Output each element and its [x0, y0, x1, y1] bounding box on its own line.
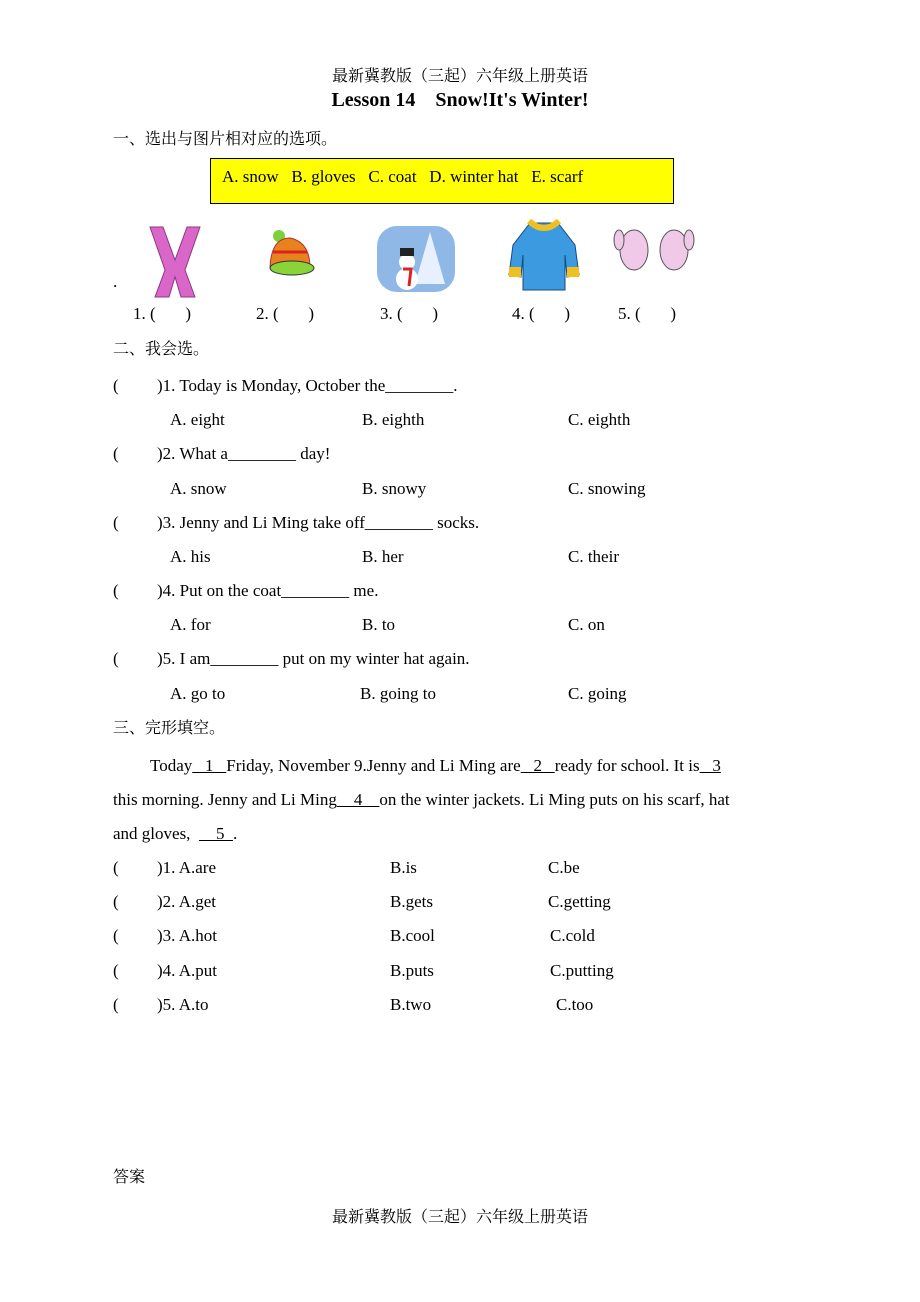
- answer-paren[interactable]: (: [113, 513, 119, 532]
- page-header: 最新冀教版（三起）六年级上册英语: [331, 66, 588, 85]
- option-a: )5. A.to: [157, 995, 209, 1014]
- question-text: )4. Put on the coat________ me.: [157, 581, 379, 600]
- section-3-heading: 三、完形填空。: [113, 718, 226, 737]
- option-b: B.puts: [390, 961, 434, 980]
- answer-paren[interactable]: (: [113, 858, 119, 877]
- option-c: C.too: [556, 995, 594, 1014]
- option-c: C.be: [548, 858, 580, 877]
- page-title: Lesson 14 Snow!It's Winter!: [331, 89, 589, 111]
- text: and gloves,: [113, 824, 199, 843]
- answer-paren[interactable]: (: [113, 926, 119, 945]
- option-a: A. go to: [170, 684, 226, 703]
- option-b: B. eighth: [362, 410, 425, 429]
- option-b: B.is: [390, 858, 417, 877]
- cloze-line-3: [113, 824, 237, 844]
- option-c: C.putting: [550, 961, 614, 980]
- option-a: )4. A.put: [157, 961, 217, 980]
- text: ready for school. It is: [554, 756, 700, 775]
- question-text: )3. Jenny and Li Ming take off________ socks.: [157, 513, 480, 532]
- blank-4: 4: [336, 790, 380, 809]
- coat-image: [505, 215, 583, 293]
- option-c: C. their: [568, 547, 619, 566]
- section-1-heading: 一、选出与图片相对应的选项。: [113, 129, 338, 148]
- option-b: B. going to: [360, 684, 437, 703]
- answer-paren[interactable]: (: [113, 995, 119, 1014]
- option-c: C.getting: [548, 892, 611, 911]
- answer-paren[interactable]: (: [113, 649, 119, 668]
- answer-paren[interactable]: (: [113, 892, 119, 911]
- blank-2: 2: [520, 756, 555, 775]
- cloze-line-2: [113, 790, 730, 810]
- option-a: A. snow: [170, 479, 227, 498]
- blank-3: 3: [699, 756, 721, 775]
- options-text: A. snow B. gloves C. coat D. winter hat E. scarf: [222, 167, 584, 186]
- text: this morning. Jenny and Li Ming: [113, 790, 337, 809]
- text: Friday, November 9.Jenny and Li Ming are: [226, 756, 521, 775]
- question-text: )2. What a________ day!: [157, 444, 331, 463]
- text: on the winter jackets. Li Ming puts on his scarf, hat: [379, 790, 730, 809]
- option-b: B.cool: [390, 926, 435, 945]
- text: Today: [150, 756, 193, 775]
- question-text: )5. I am________ put on my winter hat again.: [157, 649, 470, 668]
- snowman-image: [375, 224, 457, 294]
- option-b: B.gets: [390, 892, 433, 911]
- option-b: B.two: [390, 995, 432, 1014]
- text: .: [232, 824, 238, 843]
- winter-hat-image: [265, 228, 315, 278]
- option-c: C. eighth: [568, 410, 631, 429]
- picture-blank-3[interactable]: 3. ( ): [380, 304, 439, 323]
- question-text: )1. Today is Monday, October the________.: [157, 376, 458, 395]
- section-2-heading: 二、我会选。: [113, 339, 210, 358]
- answer-paren[interactable]: (: [113, 581, 119, 600]
- picture-blank-5[interactable]: 5. ( ): [618, 304, 677, 323]
- option-c: C. snowing: [568, 479, 646, 498]
- option-a: A. eight: [170, 410, 225, 429]
- option-b: B. her: [362, 547, 404, 566]
- answer-paren[interactable]: (: [113, 444, 119, 463]
- stray-dot: .: [113, 272, 118, 291]
- option-c: C. on: [568, 615, 605, 634]
- option-a: )1. A.are: [157, 858, 217, 877]
- option-a: A. for: [170, 615, 211, 634]
- blank-1: 1: [192, 756, 227, 775]
- option-a: )2. A.get: [157, 892, 217, 911]
- option-c: C. going: [568, 684, 627, 703]
- gloves-image: [612, 222, 696, 274]
- option-b: B. to: [362, 615, 396, 634]
- answer-label: 答案: [113, 1167, 146, 1186]
- cloze-line-1: [150, 756, 721, 776]
- picture-blank-4[interactable]: 4. ( ): [512, 304, 571, 323]
- option-c: C.cold: [550, 926, 595, 945]
- scarf-image: [145, 225, 205, 300]
- page-footer: 最新冀教版（三起）六年级上册英语: [331, 1207, 588, 1226]
- picture-blank-2[interactable]: 2. ( ): [256, 304, 315, 323]
- option-a: A. his: [170, 547, 211, 566]
- blank-5: 5: [198, 824, 233, 843]
- answer-paren[interactable]: (: [113, 961, 119, 980]
- answer-paren[interactable]: (: [113, 376, 119, 395]
- option-b: B. snowy: [362, 479, 427, 498]
- option-a: )3. A.hot: [157, 926, 217, 945]
- picture-blank-1[interactable]: 1. ( ): [133, 304, 192, 323]
